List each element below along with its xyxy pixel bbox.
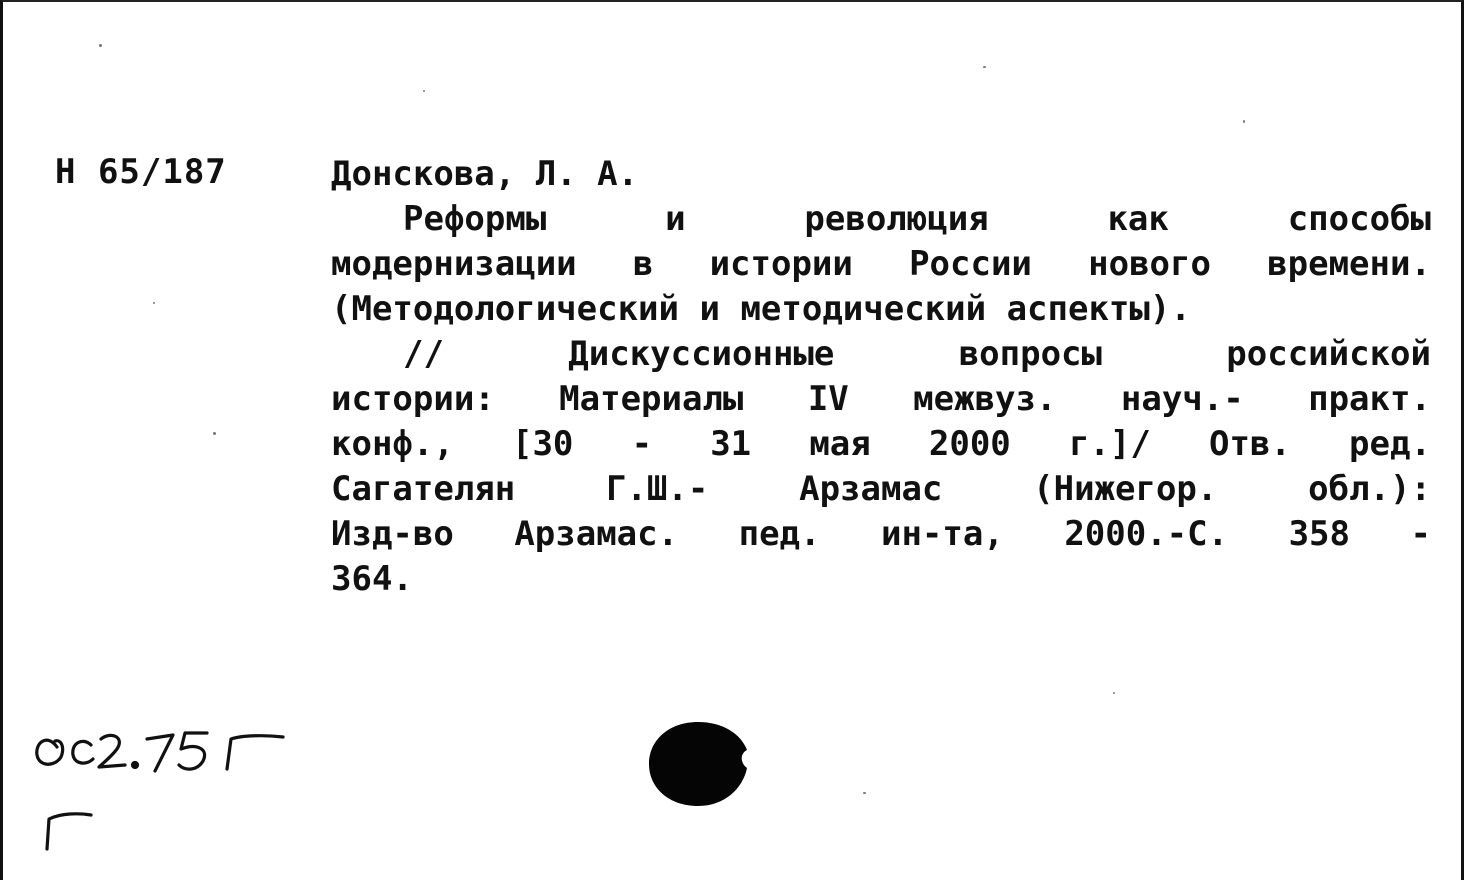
entry-word: (Нижегор. [1033, 469, 1218, 509]
entry-word: науч.- [1120, 379, 1244, 419]
title-line [331, 287, 1431, 332]
speckle [1113, 692, 1115, 694]
entry-word: практ. [1308, 379, 1431, 419]
shelfmark: Н 65/187 [55, 152, 227, 192]
handwritten-glyph [147, 735, 173, 771]
entry-word: Изд-во [331, 514, 454, 554]
handwritten-glyph [37, 740, 63, 764]
entry-word: истории: [331, 379, 495, 419]
entry-word: Дискуссионные [568, 334, 835, 374]
entry-word: Сагателян [331, 469, 516, 509]
speckle [153, 302, 155, 304]
entry-word: революция [804, 199, 989, 239]
entry-word: - [631, 424, 653, 464]
entry-word: времени. [1267, 244, 1431, 284]
bibliographic-entry [331, 152, 1431, 602]
handwritten-glyph [99, 735, 125, 767]
entry-word: 2000 [928, 424, 1011, 464]
entry-word: модернизации [331, 244, 577, 284]
entry-word: Материалы [559, 379, 744, 419]
entry-word: России [909, 244, 1032, 284]
handwritten-glyph [179, 733, 207, 769]
entry-word: // [403, 334, 444, 374]
entry-word: обл.): [1308, 469, 1431, 509]
entry-word: г.]/ [1068, 424, 1151, 464]
handwritten-glyph [133, 763, 138, 768]
entry-word: конф., [331, 424, 454, 464]
speckle [983, 66, 986, 68]
speckle [99, 44, 102, 47]
entry-word: российской [1226, 334, 1431, 374]
entry-word: 2000.-С. [1064, 514, 1229, 554]
entry-word: ин-та, [880, 514, 1004, 554]
entry-word: способы [1287, 199, 1431, 239]
speckle [213, 432, 216, 435]
entry-word: Донскова, Л. А. [331, 154, 639, 194]
handwritten-classification-code [31, 717, 311, 867]
title-line [331, 242, 1431, 287]
entry-word: и [665, 199, 686, 239]
speckle [1243, 120, 1245, 123]
author-line [331, 152, 1431, 197]
entry-word: межвуз. [913, 379, 1057, 419]
entry-word: мая [809, 424, 871, 464]
source-line [331, 512, 1431, 557]
entry-word: [30 [511, 424, 574, 464]
source-line [331, 422, 1431, 467]
entry-word: - [1410, 514, 1431, 554]
entry-word: методический [740, 289, 987, 329]
speckle [423, 90, 425, 92]
source-line [331, 332, 1431, 377]
entry-word: вопросы [958, 334, 1102, 374]
entry-word: пед. [738, 514, 821, 554]
entry-word: ред. [1349, 424, 1431, 464]
entry-word: (Методологический [331, 289, 679, 329]
entry-word: 364. [331, 559, 413, 599]
entry-word: в [632, 244, 654, 284]
entry-word: 358 [1288, 514, 1350, 554]
entry-word: аспекты). [1006, 289, 1191, 329]
handwritten-glyph [73, 741, 93, 763]
source-line [331, 377, 1431, 422]
entry-word: Реформы [403, 199, 547, 239]
entry-word: и [699, 289, 720, 329]
source-line [331, 557, 1431, 602]
entry-word: IV [807, 379, 849, 419]
entry-word: как [1107, 199, 1169, 239]
title-line [331, 197, 1431, 242]
entry-word: 31 [710, 424, 752, 464]
entry-word: Арзамас. [514, 514, 679, 554]
source-line [331, 467, 1431, 512]
entry-word: Г.Ш.- [605, 469, 709, 509]
entry-word: нового [1088, 244, 1211, 284]
punched-hole [643, 714, 753, 814]
entry-word: Арзамас [799, 469, 943, 509]
entry-word: истории [709, 244, 853, 284]
speckle [863, 792, 866, 794]
handwritten-letter [47, 814, 91, 849]
handwritten-glyph [227, 736, 283, 769]
entry-word: Отв. [1208, 424, 1291, 464]
